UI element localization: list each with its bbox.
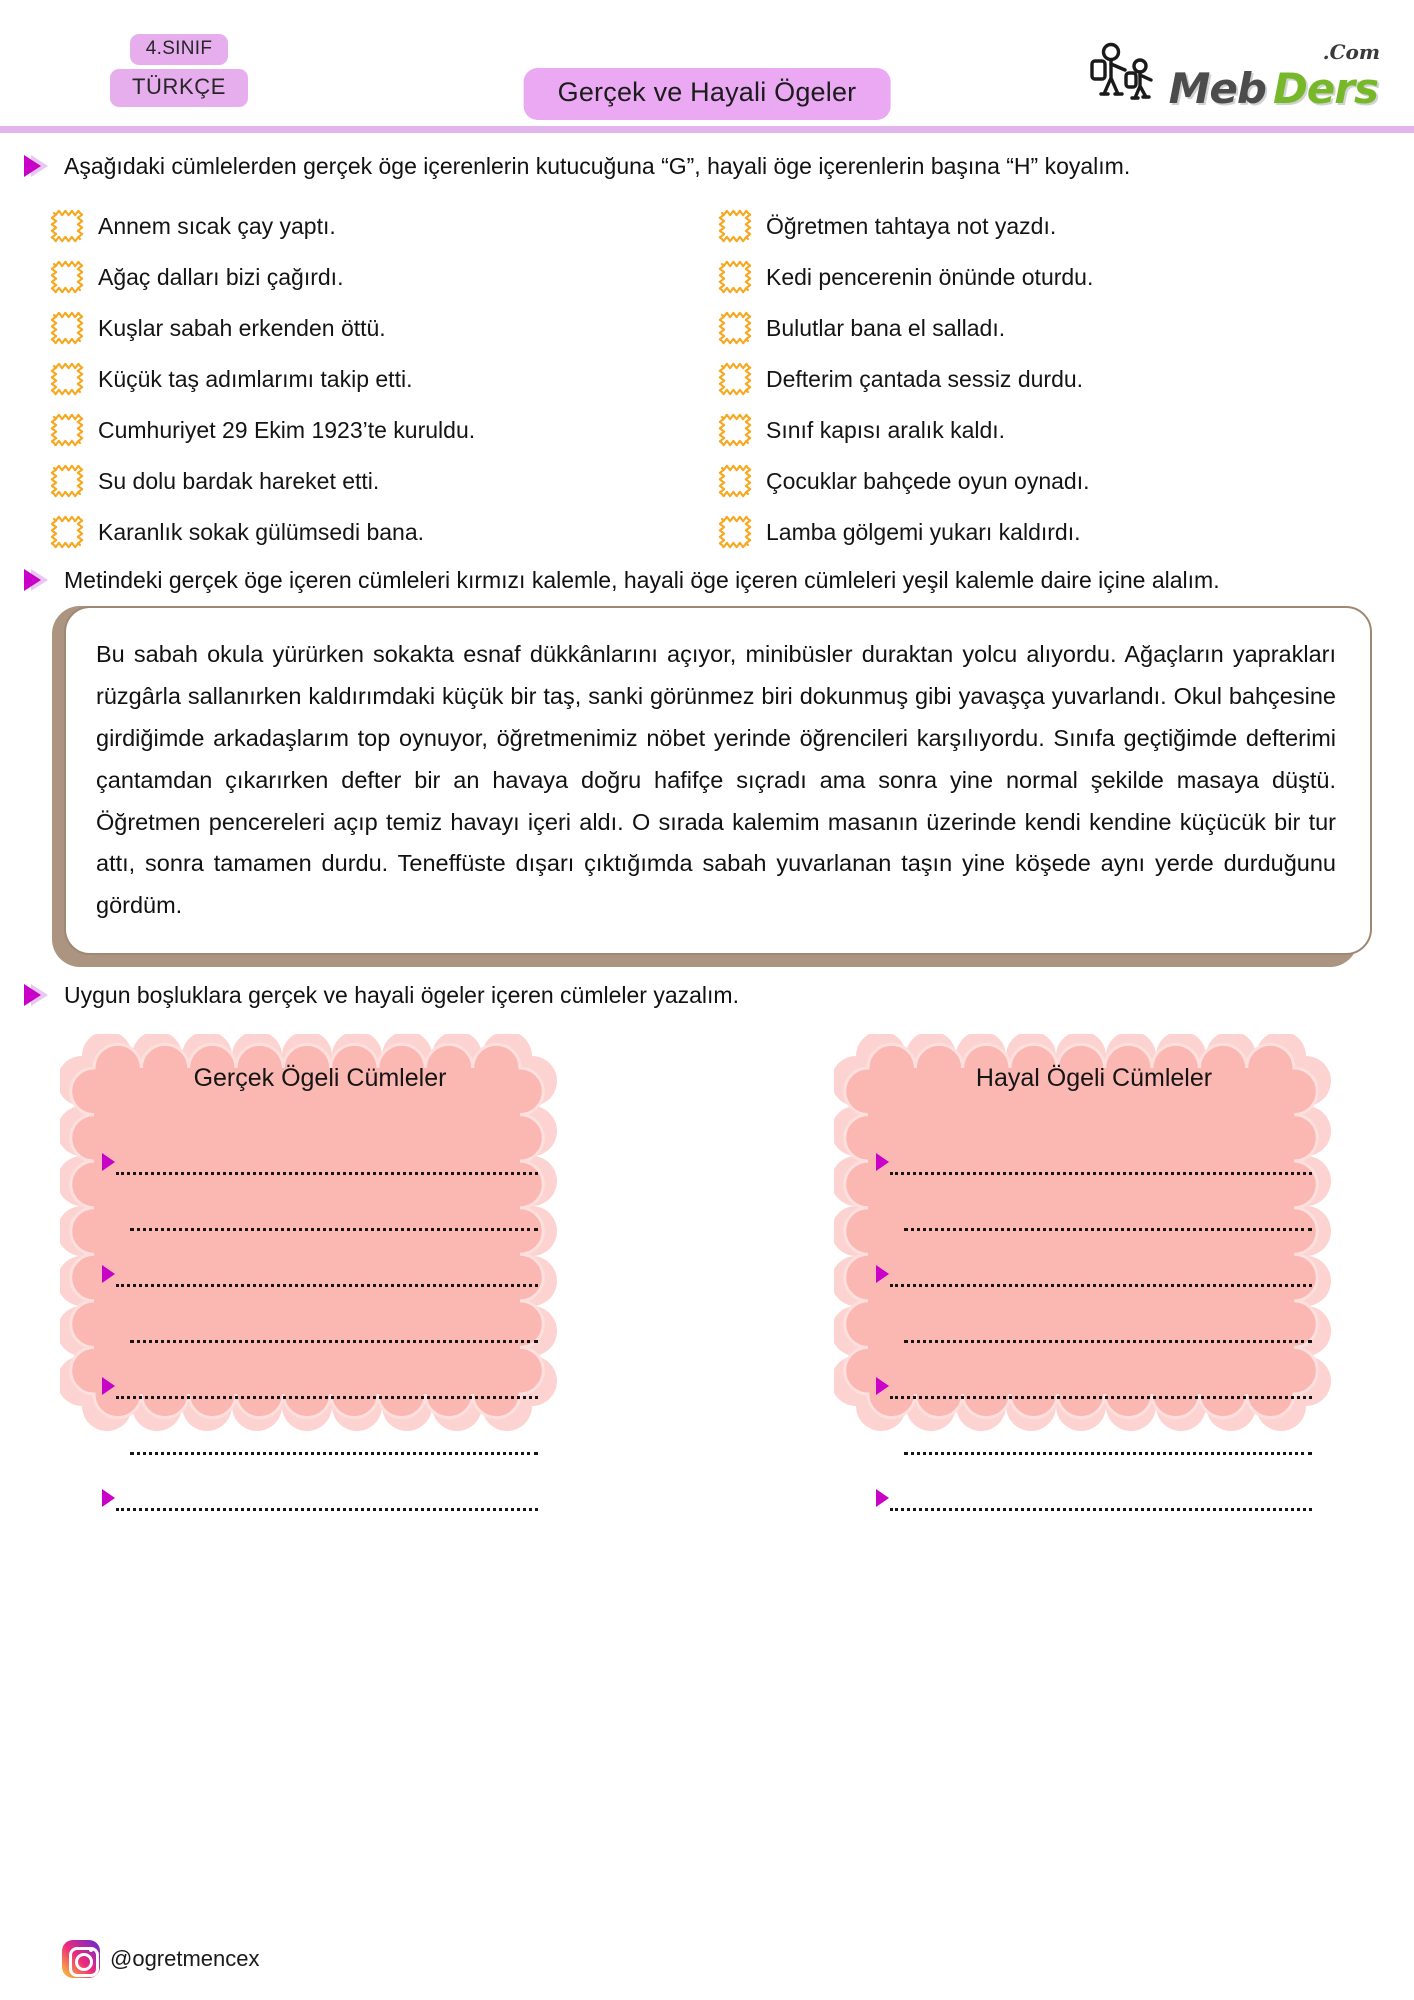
checklist-sentence: Öğretmen tahtaya not yazdı. — [766, 212, 1057, 239]
header-divider — [0, 126, 1414, 133]
checklist-sentence: Lamba gölgemi yukarı kaldırdı. — [766, 518, 1081, 545]
triangle-bullet-icon — [876, 1377, 889, 1395]
answer-checkbox[interactable] — [50, 260, 84, 294]
triangle-bullet-icon — [102, 1377, 115, 1395]
answer-checkbox[interactable] — [718, 209, 752, 243]
triangle-bullet-icon — [24, 155, 52, 179]
answer-card-imaginary-title: Hayal Ögeli Cümleler — [975, 1063, 1213, 1092]
answer-checkbox[interactable] — [50, 515, 84, 549]
checklist-row — [50, 303, 708, 354]
triangle-bullet-icon — [876, 1489, 889, 1507]
answer-line[interactable] — [102, 1287, 538, 1343]
answer-checkbox[interactable] — [718, 464, 752, 498]
answer-line[interactable] — [102, 1119, 538, 1175]
reading-passage-text: Bu sabah okula yürürken sokakta esnaf dükkânlarını açıyor, minibüsler duraktan yolcu alıyordu. Ağaçların yaprakları rüzgârla sallanırken kaldırımdaki küçük bir taş, sanki görünmez biri dokunmuş gibi yavaşça yuvarlandı. Okul bahçesine girdiğimde arkadaşlarım top oynuyor, öğretmenimiz nöbet yerinde öğrencileri karşılıyordu. Sınıfa geçtiğimde defterimi çantamdan çıkarırken defter bir an havaya doğru hafifçe sıçradı ama sonra yine normal şekilde masaya düştü. Öğretmen pencereleri açıp temiz havayı içeri aldı. O sırada kalemim masanın üzerinde kendi kendine küçücük bir tur attı, sonra tamamen durdu. Teneffüste dışarı çıktığımda sabah yuvarlanan taşın yine köşede aynı yerde durduğunu gördüm. — [96, 641, 1336, 919]
dotted-writing-line[interactable] — [116, 1508, 538, 1511]
checklist-sentence: Çocuklar bahçede oyun oynadı. — [766, 467, 1090, 494]
dotted-writing-line[interactable] — [890, 1508, 1312, 1511]
answer-line[interactable] — [102, 1455, 538, 1511]
triangle-bullet-icon — [24, 569, 52, 593]
answer-card-real-lines — [102, 1119, 538, 1511]
checklist-row — [50, 456, 708, 507]
question-1-instruction-text: Aşağıdaki cümlelerden gerçek öge içerenlerin kutucuğuna “G”, hayali öge içerenlerin başına “H” koyalım. — [64, 153, 1131, 179]
checklist-row — [50, 507, 708, 558]
checklist-row — [50, 252, 708, 303]
answer-line[interactable] — [102, 1231, 538, 1287]
answer-checkbox[interactable] — [718, 311, 752, 345]
checklist-sentence: Kedi pencerenin önünde oturdu. — [766, 263, 1094, 290]
grade-badge: 4.SINIF — [130, 34, 229, 65]
checklist-row — [718, 303, 1376, 354]
checklist-sentence: Ağaç dalları bizi çağırdı. — [98, 263, 344, 290]
triangle-bullet-icon — [876, 1265, 889, 1283]
answer-line[interactable] — [876, 1287, 1312, 1343]
answer-checkbox[interactable] — [50, 464, 84, 498]
question-1-instruction — [0, 150, 1414, 183]
answer-line[interactable] — [102, 1175, 538, 1231]
answer-card-real-title: Gerçek Ögeli Cümleler — [193, 1063, 447, 1092]
question-2-instruction — [0, 564, 1414, 597]
reading-passage-container — [52, 606, 1372, 955]
answer-line[interactable] — [876, 1119, 1312, 1175]
checklist-row — [718, 201, 1376, 252]
answer-line[interactable] — [876, 1455, 1312, 1511]
logo-wordmark — [1168, 40, 1380, 113]
answer-line[interactable] — [876, 1399, 1312, 1455]
question-3-instruction-text: Uygun boşluklara gerçek ve hayali ögeler içeren cümleler yazalım. — [64, 982, 739, 1009]
footer-credit — [62, 1940, 260, 1978]
checklist-sentence: Kuşlar sabah erkenden öttü. — [98, 314, 386, 341]
answer-checkbox[interactable] — [718, 515, 752, 549]
answer-card-imaginary — [834, 1034, 1354, 1454]
answer-line[interactable] — [876, 1175, 1312, 1231]
answer-card-real — [60, 1034, 580, 1454]
checklist-sentence: Bulutlar bana el salladı. — [766, 314, 1006, 341]
question-2-instruction-text: Metindeki gerçek öge içeren cümleleri kırmızı kalemle, hayali öge içeren cümleleri yeşil kalemle daire içine alalım. — [64, 566, 1220, 593]
checklist-row — [50, 201, 708, 252]
triangle-bullet-icon — [24, 984, 52, 1008]
triangle-bullet-icon — [102, 1489, 115, 1507]
answer-line[interactable] — [102, 1343, 538, 1399]
grade-subject-badges — [110, 34, 248, 107]
answer-checkbox[interactable] — [718, 260, 752, 294]
checklist-row — [718, 456, 1376, 507]
checklist-sentence: Karanlık sokak gülümsedi bana. — [98, 518, 425, 545]
walking-figures-icon — [1087, 42, 1163, 109]
checklist-row — [718, 405, 1376, 456]
logo-ders-text: Ders — [1272, 64, 1378, 113]
checklist-sentence: Küçük taş adımlarımı takip etti. — [98, 365, 413, 392]
subject-badge: TÜRKÇE — [110, 69, 248, 107]
answer-checkbox[interactable] — [718, 362, 752, 396]
page-title: Gerçek ve Hayali Ögeler — [524, 68, 891, 120]
logo-meb-text: Meb — [1168, 64, 1266, 113]
checklist-row — [718, 252, 1376, 303]
triangle-bullet-icon — [876, 1153, 889, 1171]
checklist-sentence: Cumhuriyet 29 Ekim 1923’te kuruldu. — [98, 416, 476, 443]
checklist-row — [718, 507, 1376, 558]
sentence-checklist — [0, 201, 1414, 558]
checklist-row — [50, 354, 708, 405]
answer-checkbox[interactable] — [50, 311, 84, 345]
mebders-logo — [1087, 42, 1378, 113]
page-header — [0, 0, 1414, 132]
answer-checkbox[interactable] — [718, 413, 752, 447]
logo-com-text: .Com — [1322, 40, 1380, 64]
answer-line[interactable] — [102, 1399, 538, 1455]
checklist-row — [50, 405, 708, 456]
answer-line[interactable] — [876, 1231, 1312, 1287]
reading-passage-box — [64, 606, 1372, 955]
answer-line[interactable] — [876, 1343, 1312, 1399]
checklist-sentence: Su dolu bardak hareket etti. — [98, 467, 380, 494]
question-3-instruction — [0, 979, 1414, 1012]
checklist-sentence: Defterim çantada sessiz durdu. — [766, 365, 1084, 392]
answer-card-imaginary-lines — [876, 1119, 1312, 1511]
checklist-sentence: Annem sıcak çay yaptı. — [98, 212, 336, 239]
checklist-sentence: Sınıf kapısı aralık kaldı. — [766, 416, 1006, 443]
triangle-bullet-icon — [102, 1153, 115, 1171]
answer-checkbox[interactable] — [50, 209, 84, 243]
answer-checkbox[interactable] — [50, 362, 84, 396]
instagram-handle: @ogretmencex — [110, 1946, 260, 1971]
instagram-icon — [62, 1940, 100, 1978]
answer-cards — [0, 1034, 1414, 1454]
triangle-bullet-icon — [102, 1265, 115, 1283]
checklist-row — [718, 354, 1376, 405]
answer-checkbox[interactable] — [50, 413, 84, 447]
